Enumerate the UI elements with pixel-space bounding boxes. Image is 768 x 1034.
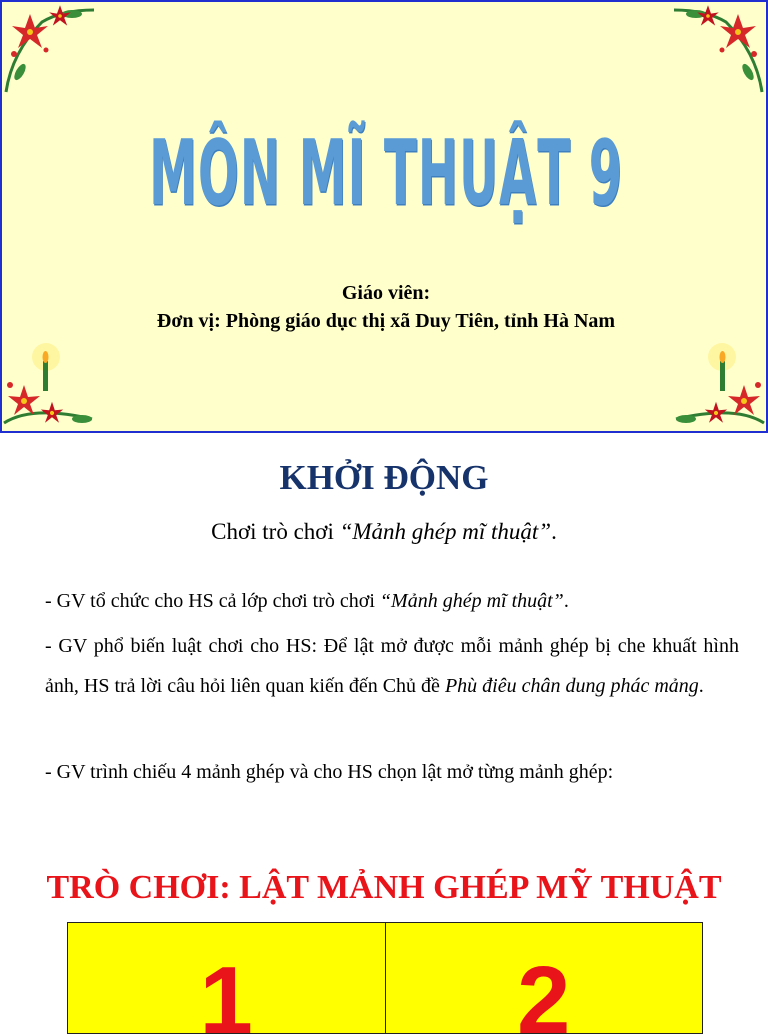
- subtitle-game-name: “Mảnh ghép mĩ thuật”: [339, 519, 552, 544]
- subtitle-prefix: Chơi trò chơi: [211, 519, 340, 544]
- subtitle-suffix: .: [551, 519, 557, 544]
- paragraph-end: .: [698, 675, 704, 697]
- puzzle-tile-2[interactable]: [386, 923, 703, 1033]
- paragraph-organize: [45, 581, 739, 621]
- tile-number: 1: [199, 947, 253, 1033]
- paragraph-game-name: “Mảnh ghép mĩ thuật”: [379, 590, 564, 612]
- section-subtitle: [0, 519, 768, 545]
- title-slide: [0, 0, 768, 433]
- game-title: TRÒ CHƠI: LẬT MẢNH GHÉP MỸ THUẬT: [46, 869, 722, 906]
- section-title: KHỞI ĐỘNG: [279, 458, 489, 497]
- paragraph-text: - GV phổ biến luật chơi cho HS: Để lật mở được mỗi mảnh ghép bị che khuất hình ảnh, HS trả lời câu hỏi liên quan kiến đến Chủ đề: [45, 635, 739, 697]
- paragraph-text: - GV tổ chức cho HS cả lớp chơi trò chơi: [45, 590, 380, 612]
- paragraph-rules: [45, 626, 739, 706]
- puzzle-tile-1[interactable]: [68, 923, 386, 1033]
- poinsettia-corner-icon: [670, 2, 766, 98]
- paragraph-present: - GV trình chiếu 4 mảnh ghép và cho HS chọn lật mở từng mảnh ghép:: [45, 761, 614, 783]
- teacher-label: Giáo viên:: [341, 282, 431, 304]
- tile-number: 2: [517, 947, 571, 1033]
- candle-icon: [2, 335, 98, 431]
- paragraph-end: .: [563, 590, 569, 612]
- candle-icon: [670, 335, 766, 431]
- unit-line: Đơn vị: Phòng giáo dục thị xã Duy Tiên, tỉnh Hà Nam: [156, 310, 616, 332]
- puzzle-tiles: [67, 922, 703, 1034]
- poinsettia-corner-icon: [2, 2, 98, 98]
- slide-title: MÔN MĨ THUẬT 9: [148, 120, 624, 226]
- paragraph-topic: Phù điêu chân dung phác mảng: [444, 675, 699, 697]
- teacher-info: [2, 279, 768, 335]
